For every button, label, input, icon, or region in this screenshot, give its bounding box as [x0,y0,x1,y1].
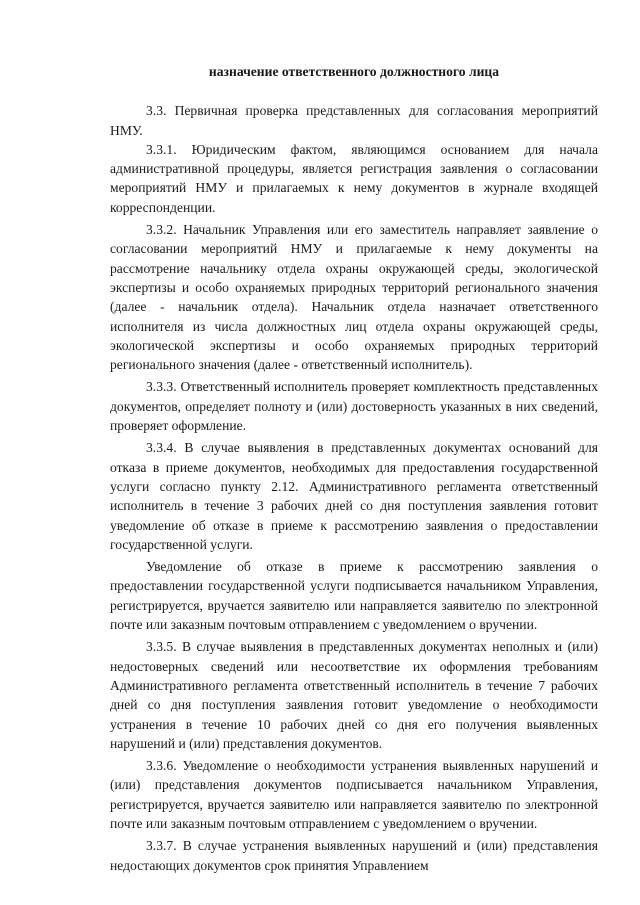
paragraph-refusal-notice: Уведомление об отказе в приеме к рассмотрению заявления о предоставлении государственной услуги подписывается начальником Управления, регистрируется, вручается заявителю или направляется заявителю по электронной почте или заказным почтовым отправлением с уведомлением о вручении. [110,559,598,633]
paragraph-3-3-7: 3.3.7. В случае устранения выявленных нарушений и (или) представления недостающих документов срок принятия Управлением [110,838,598,873]
paragraph-3-3-1: 3.3.1. Юридическим фактом, являющимся основанием для начала административной процедуры, является регистрация заявления о согласовании мероприятий НМУ и прилагаемых к нему документов в журнале входящей корреспонденции. [110,141,598,215]
paragraph-3-3-3: 3.3.3. Ответственный исполнитель проверяет комплектность представленных документов, определяет полноту и (или) достоверность указанных в них сведений, проверяет оформление. [110,379,598,434]
section-heading: назначение ответственного должностного лица [208,64,500,79]
paragraph-3-3: 3.3. Первичная проверка представленных для согласования мероприятий НМУ. [110,103,598,138]
paragraph-3-3-4: 3.3.4. В случае выявления в представленных документах оснований для отказа в приеме документов, необходимых для предоставления государственной услуги согласно пункту 2.12. Административного регламента ответственный исполнитель в течение 3 рабочих дней со дня поступления заявления готовит уведомление об отказе в приеме к рассмотрению заявления о предоставлении государственной услуги. [110,440,598,552]
paragraph-3-3-2: 3.3.2. Начальник Управления или его заместитель направляет заявление о согласовании мероприятий НМУ и прилагаемые к нему документы на рассмотрение начальнику отдела охраны окружающей среды, экологической экспертизы и особо охраняемых природных территорий регионального значения (далее - начальник отдела). Начальник отдела назначает ответственного исполнителя из числа должностных лиц отдела охраны окружающей среды, экологической экспертизы и особо охраняемых природных территорий регионального значения (далее - ответственный исполнитель). [110,222,598,373]
paragraph-3-3-6: 3.3.6. Уведомление о необходимости устранения выявленных нарушений и (или) представления документов подписывается начальником Управления, регистрируется, вручается заявителю или направляется заявителю по электронной почте или заказным почтовым отправлением с уведомлением о вручении. [110,758,598,831]
document-page [110,62,598,875]
paragraph-3-3-5: 3.3.5. В случае выявления в представленных документах неполных и (или) недостоверных сведений или несоответствие их оформления требованиям Административного регламента ответственный исполнитель в течение 7 рабочих дней со дня поступления заявления готовит уведомление о необходимости устранения в течение 10 рабочих дней со дня его получения выявленных нарушений и (или) представления документов. [110,639,598,751]
